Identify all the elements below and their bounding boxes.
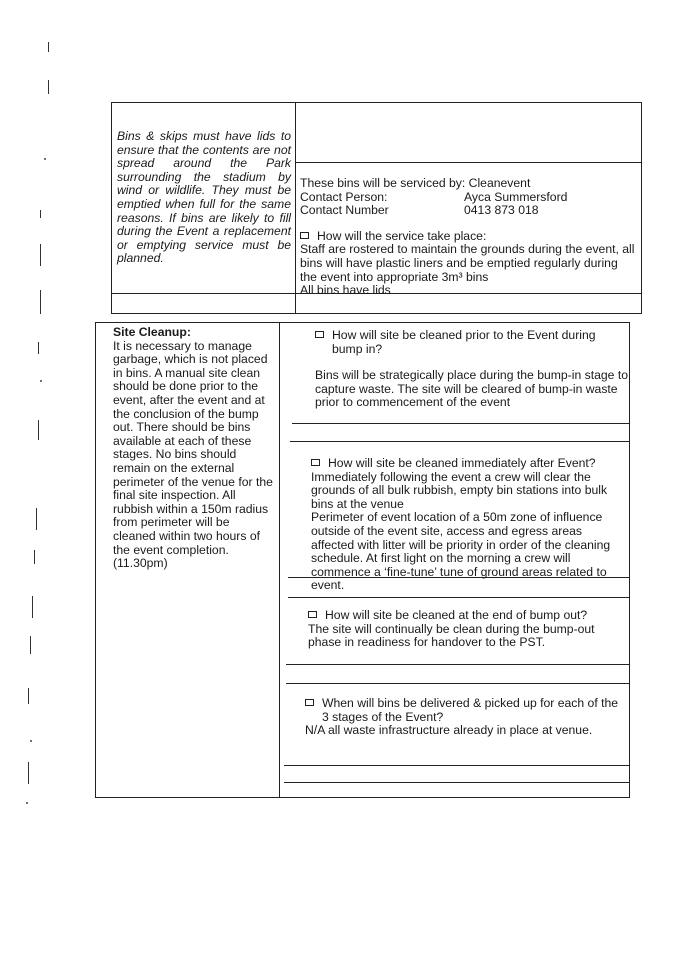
q4-block: [305, 697, 625, 738]
q3-question: [308, 609, 624, 623]
scan-dot: [44, 158, 46, 160]
contact-person-value: Ayca Summersford: [464, 189, 568, 204]
cleanup-divider: [284, 765, 630, 766]
q2-question-text: How will site be cleaned immediately after Event?: [328, 456, 596, 470]
scan-dot: [40, 380, 42, 382]
site-cleanup-text: It is necessary to manage garbage, which is not placed in bins. A manual site clean should be done prior to the event, after the event and at the conclusion of the bump out. There should be bins available at each of these stages. No bins should remain on the external perimeter of the venue for the final site inspection. All rubbish within a 150m radius from perimeter will be cleaned within two hours of the event completion. (11.30pm): [113, 338, 273, 571]
serviced-by-text: These bins will be serviced by: Cleanevent: [300, 176, 531, 190]
q4-question: [305, 697, 625, 724]
scan-mark: [30, 636, 31, 654]
contact-number-label: Contact Number: [300, 203, 389, 218]
bins-service-details: [300, 177, 638, 298]
bins-requirement-text: Bins & skips must have lids to ensure that the contents are not spread around the Park surrounding the stadium by wind or wildlife. They must be emptied when full for the same reasons. If bins are likely to fill during the Event a replacement or emptying service must be planned.: [117, 129, 291, 266]
q2-question: [311, 457, 623, 471]
cleanup-divider: [288, 597, 630, 598]
checkbox-icon: [315, 331, 324, 338]
contact-person-label: Contact Person:: [300, 189, 388, 204]
contact-number-row: [300, 204, 638, 218]
contact-number-value: 0413 873 018: [464, 203, 539, 218]
checkbox-icon: [305, 699, 314, 706]
cleanup-divider: [286, 664, 630, 665]
checkbox-icon: [300, 232, 309, 239]
service-answer: Staff are rostered to maintain the grounds during the event, all bins will have plastic liners and be emptied regularly during the event into appropriate 3m³ bins: [300, 242, 635, 284]
cleanup-divider: [284, 782, 630, 783]
cleanup-divider: [292, 423, 630, 424]
scan-dot: [26, 802, 28, 804]
q1-question-text: How will site be cleaned prior to the Event during bump in?: [332, 328, 596, 356]
lids-note: All bins have lids: [300, 283, 391, 298]
scan-mark: [40, 210, 41, 218]
cleanup-column-divider: [279, 322, 280, 798]
scan-mark: [32, 596, 33, 618]
q4-answer: N/A all waste infrastructure already in place at venue.: [305, 723, 593, 738]
cleanup-divider: [290, 441, 630, 442]
scan-mark: [48, 42, 49, 52]
checkbox-icon: [311, 459, 320, 466]
scan-mark: [40, 244, 41, 266]
q1-block: [315, 329, 629, 410]
site-cleanup-heading: Site Cleanup:: [113, 325, 191, 339]
scan-mark: [28, 762, 29, 784]
q1-question: [315, 329, 629, 356]
scan-mark: [28, 688, 29, 704]
service-question-text: How will the service take place:: [317, 228, 487, 243]
q4-question-text: When will bins be delivered & picked up for each of the 3 stages of the Event?: [322, 696, 619, 724]
scan-mark: [38, 342, 39, 354]
contact-person-row: [300, 191, 638, 205]
scan-mark: [36, 508, 37, 530]
scan-mark: [40, 290, 41, 314]
scan-dot: [30, 740, 32, 742]
q3-block: [308, 609, 624, 650]
scan-mark: [34, 550, 35, 564]
bins-right-divider: [295, 162, 642, 163]
scan-mark: [38, 420, 39, 440]
q3-answer: The site will continually be clean during the bump-out phase in readiness for handover to the PST.: [308, 621, 595, 650]
q3-question-text: How will site be cleaned at the end of bump out?: [325, 608, 588, 622]
site-cleanup-left: [113, 326, 275, 571]
service-question: [300, 230, 638, 244]
q2-answer-perimeter: Perimeter of event location of a 50m zone of influence outside of the event site, access and egress areas affected with litter will be priority in order of the cleaning schedule. At first light on the morning a crew will commence a ‘fine-tune’ tune of ground areas related to event.: [311, 510, 611, 593]
scan-mark: [48, 80, 49, 94]
q2-answer: Immediately following the event a crew will clear the grounds of all bulk rubbish, empty bin stations into bulk bins at the venue: [311, 469, 608, 511]
cleanup-divider: [286, 683, 630, 684]
bins-column-divider: [295, 102, 296, 314]
checkbox-icon: [308, 611, 317, 618]
q1-answer: Bins will be strategically place during the bump-in stage to capture waste. The site will be cleared of bump-in waste prior to commencement of the event: [315, 368, 628, 410]
q2-block: [311, 457, 623, 593]
